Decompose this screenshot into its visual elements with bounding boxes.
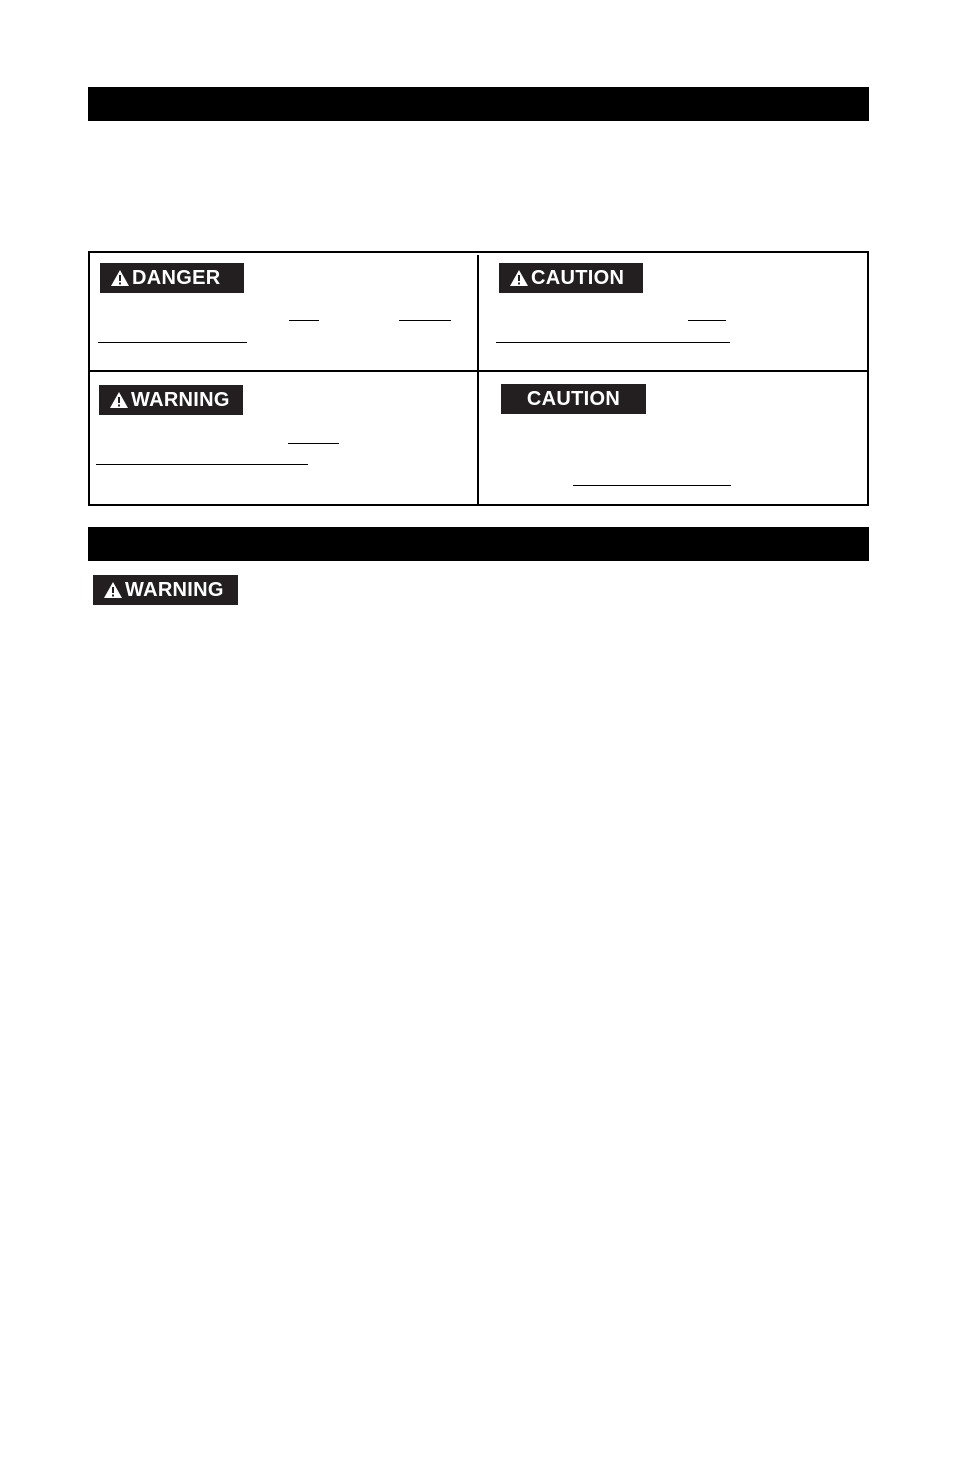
table-column-divider xyxy=(477,255,479,506)
section-warning-badge xyxy=(93,575,238,605)
danger-badge-label: DANGER xyxy=(132,267,221,289)
warning-badge-label: WARNING xyxy=(131,389,230,411)
warning-triangle-icon xyxy=(509,269,529,287)
danger-badge xyxy=(100,263,244,293)
caution-alert-underline-1 xyxy=(688,320,726,321)
caution-plain-badge-label: CAUTION xyxy=(526,388,621,410)
table-row-divider xyxy=(90,370,867,372)
caution-plain-underline xyxy=(573,485,731,486)
danger-underline-2 xyxy=(399,320,451,321)
warning-triangle-icon xyxy=(103,581,123,599)
section-header-bar-middle xyxy=(88,527,869,561)
section-header-bar-top xyxy=(88,87,869,121)
caution-plain-badge xyxy=(501,384,646,414)
section-warning-badge-label: WARNING xyxy=(125,579,224,601)
warning-badge xyxy=(99,385,243,415)
warning-underline-1 xyxy=(288,443,339,444)
danger-underline-1 xyxy=(289,320,319,321)
warning-triangle-icon xyxy=(110,269,130,287)
warning-triangle-icon xyxy=(109,391,129,409)
caution-alert-underline-2 xyxy=(496,342,730,343)
caution-alert-badge-label: CAUTION xyxy=(531,267,625,289)
caution-alert-badge xyxy=(499,263,643,293)
warning-underline-2 xyxy=(96,464,308,465)
danger-underline-3 xyxy=(98,342,247,343)
